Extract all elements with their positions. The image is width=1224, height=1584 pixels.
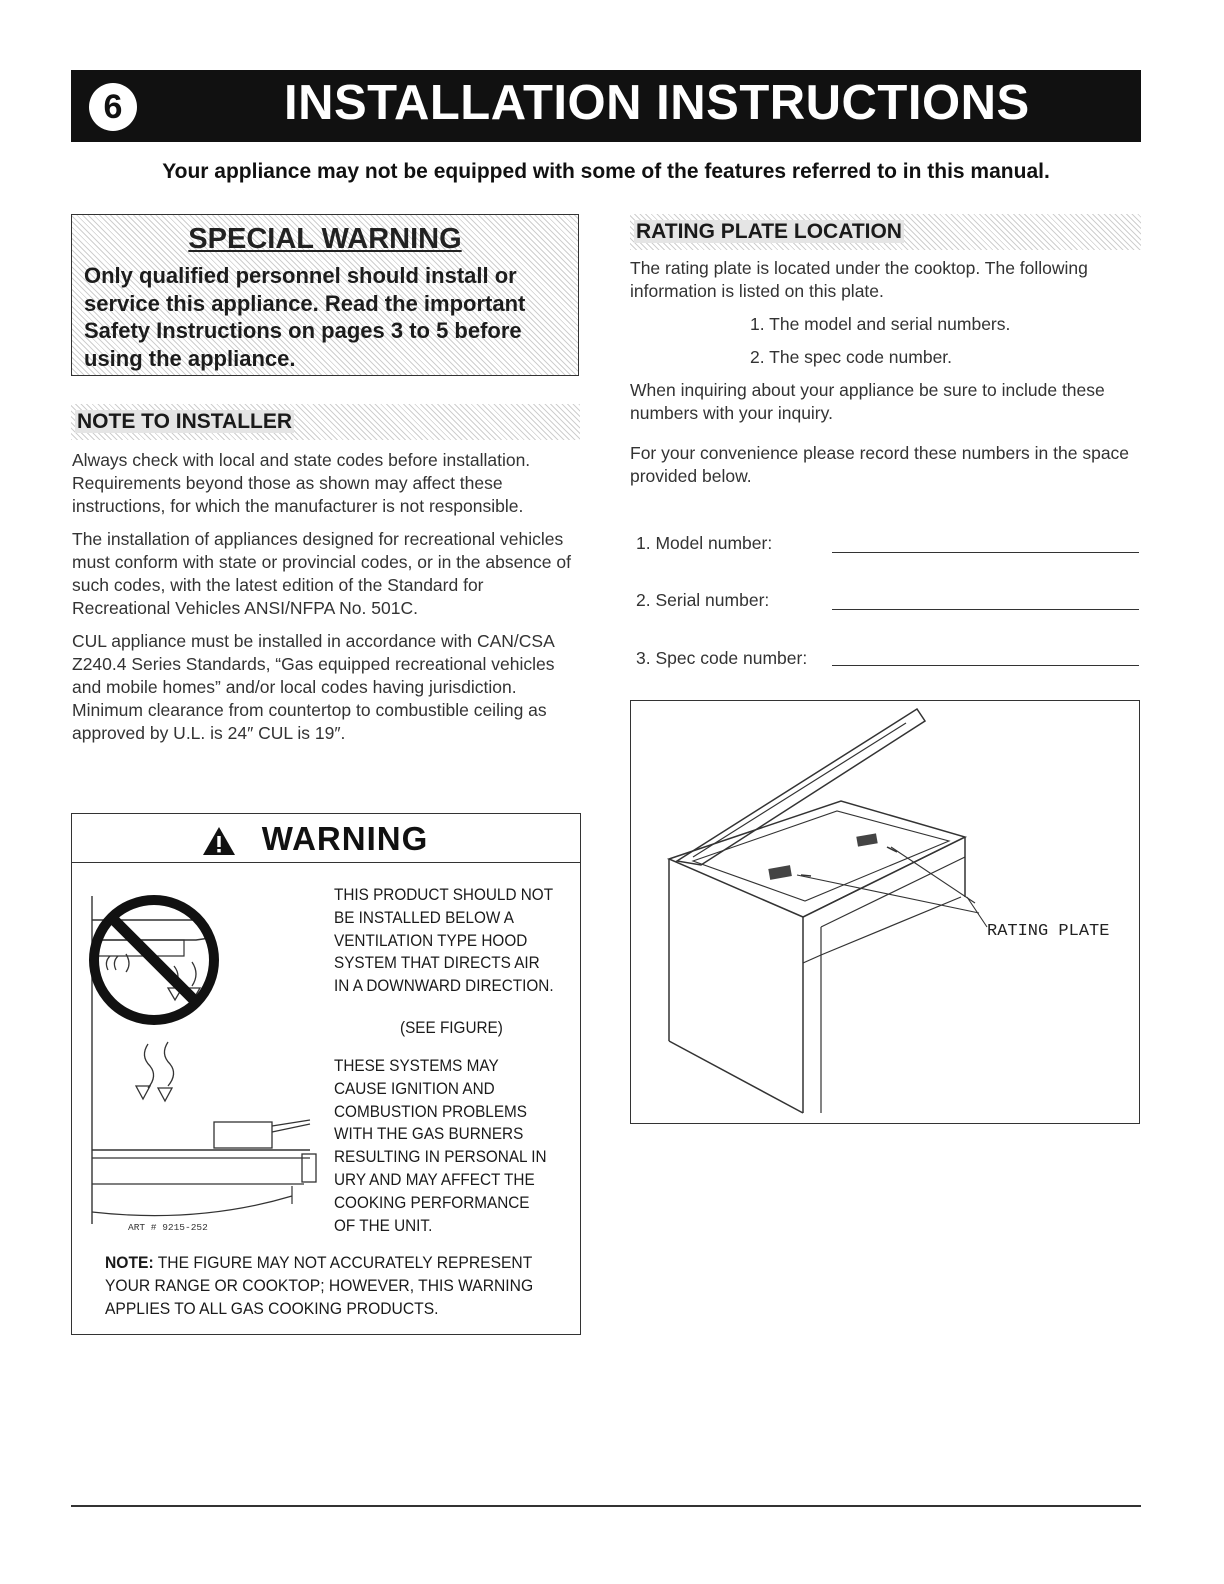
note-to-installer-heading-text: NOTE TO INSTALLER <box>77 410 293 433</box>
serial-number-blank <box>832 609 1139 610</box>
installer-paragraph: The installation of appliances designed for recreational vehicles must conform with state or provincial codes, or in the absence of such codes, with the latest edition of the Standard for Recreational Vehicles ANSI/NFPA No. 501C. <box>72 529 571 618</box>
spec-code-blank <box>832 665 1139 666</box>
warning-header <box>72 814 580 863</box>
warning-note <box>105 1251 537 1320</box>
see-figure-text: (SEE FIGURE) <box>400 1018 503 1037</box>
rating-plate-intro: The rating plate is located under the cooktop. The following information is listed on this plate. <box>630 258 1088 301</box>
inquiry-paragraph: When inquiring about your appliance be sure to include these numbers with your inquiry. <box>630 380 1105 423</box>
installer-paragraph: CUL appliance must be installed in accordance with CAN/CSA Z240.4 Series Standards, “Gas equipped recreational vehicles and mobile homes” and/or local codes having jurisdiction. Minimum clearance from countertop to combustible ceiling as approved by U.L. is 24″ CUL is 19″. <box>72 631 555 743</box>
rating-plate-list-item: 2. The spec code number. <box>750 347 953 367</box>
rating-plate-heading-text: RATING PLATE LOCATION <box>636 220 902 243</box>
art-number: ART # 9215-252 <box>128 1222 208 1233</box>
warning-text-hood: THIS PRODUCT SHOULD NOT BE INSTALLED BELOW A VENTILATION TYPE HOOD SYSTEM THAT DIRECTS AIR IN A DOWNWARD DIRECTION. <box>334 885 554 996</box>
warning-note-text: THE FIGURE MAY NOT ACCURATELY REPRESENT YOUR RANGE OR COOKTOP; HOWEVER, THIS WARNING APPLIES TO ALL GAS COOKING PRODUCTS. <box>105 1253 534 1318</box>
convenience-paragraph: For your convenience please record these numbers in the space provided below. <box>630 443 1130 486</box>
cooktop-cabinet-illustration <box>631 701 1139 1123</box>
rating-plate-heading <box>630 214 1141 250</box>
special-warning-box <box>71 214 579 376</box>
section-header <box>71 70 1141 142</box>
page-title: INSTALLATION INSTRUCTIONS <box>284 76 1030 130</box>
rating-plate-figure <box>630 700 1140 1124</box>
warning-title <box>72 820 580 858</box>
special-warning-text: Only qualified personnel should install or service this appliance. Read the important Safety Instructions on pages 3 to 5 before using the appliance. <box>84 263 526 371</box>
installer-paragraph: Always check with local and state codes before installation. Requirements beyond those as shown may affect these instructions, for which the manufacturer is not responsible. <box>72 450 531 516</box>
special-warning-title: SPECIAL WARNING <box>188 223 462 255</box>
footer-divider <box>71 1505 1141 1507</box>
rating-plate-list-item: 1. The model and serial numbers. <box>750 314 1011 334</box>
section-number-badge: 6 <box>89 83 137 131</box>
warning-text-problems: THESE SYSTEMS MAY CAUSE IGNITION AND COMBUSTION PROBLEMS WITH THE GAS BURNERS RESULTING IN PERSONAL IN URY AND MAY AFFECT THE COOKING PERFORMANCE OF THE UNIT. <box>334 1056 547 1235</box>
note-to-installer-body <box>72 449 580 755</box>
note-to-installer-heading <box>71 404 580 440</box>
serial-number-label: 2. Serial number: <box>636 590 770 610</box>
downdraft-hood-warning-figure <box>78 894 330 1234</box>
rating-plate-label: RATING PLATE <box>987 922 1110 941</box>
warning-title-text: WARNING <box>261 820 429 857</box>
model-number-blank <box>832 552 1139 553</box>
spec-code-label: 3. Spec code number: <box>636 648 808 668</box>
model-number-label: 1. Model number: <box>636 533 773 553</box>
page-subtitle: Your appliance may not be equipped with some of the features referred to in this manual. <box>162 160 1050 183</box>
warning-note-label: NOTE: <box>105 1253 154 1272</box>
warning-box <box>71 813 581 1335</box>
